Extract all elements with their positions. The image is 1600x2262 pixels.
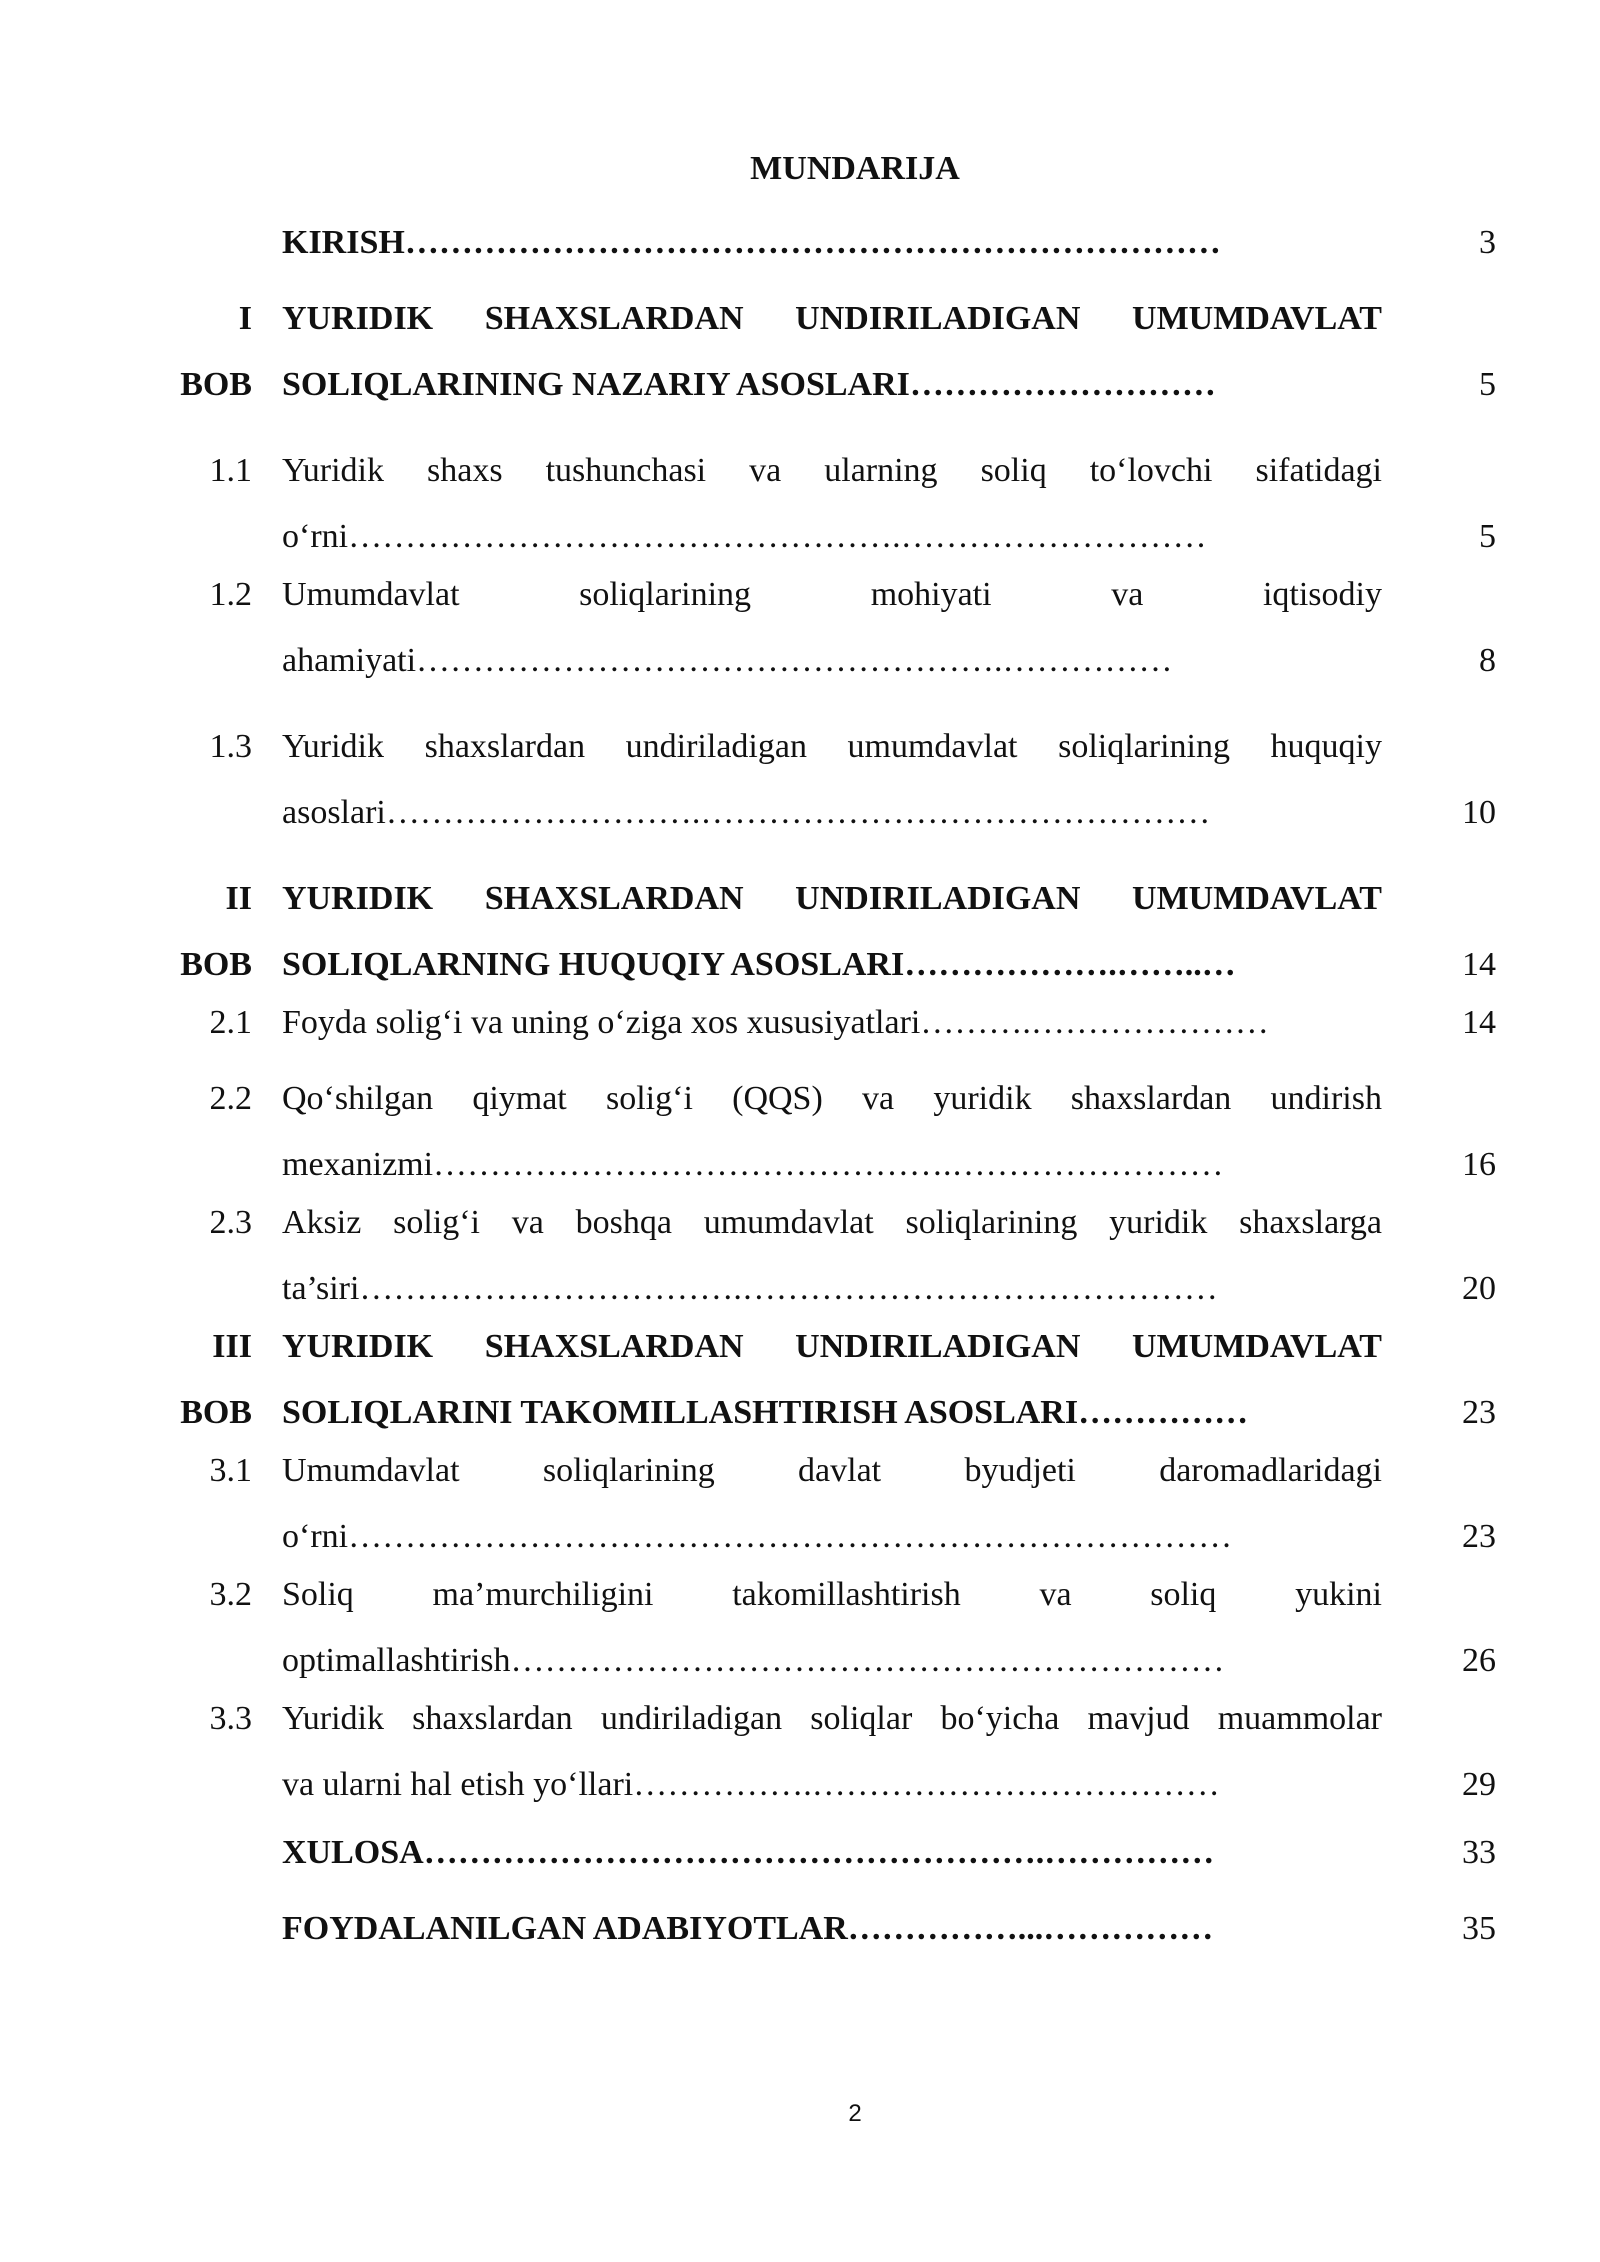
toc-entry-label: 1.3 <box>209 728 252 765</box>
toc-entry-title <box>282 714 1382 846</box>
toc-entry-title <box>282 562 1382 694</box>
toc-entry-line: KIRISH……………………………………………………………… <box>282 224 1221 261</box>
toc-entry-line: SOLIQLARNING HUQUQIY ASOSLARI……………….……..… <box>282 946 1236 983</box>
toc-entry-label: 2.1 <box>209 1004 252 1041</box>
toc-entry-line: FOYDALANILGAN ADABIYOTLAR……………...…………… <box>282 1910 1214 1947</box>
toc-entry-line: va ularni hal etish yo‘llari…………….……………………………… <box>282 1766 1220 1803</box>
toc-entry-title <box>282 1686 1382 1818</box>
toc-entry-line: Aksiz solig‘i va boshqa umumdavlat soliqlarining yuridik shaxslarga <box>282 1204 1382 1241</box>
toc-entry-page: 8 <box>1479 642 1496 679</box>
toc-entry-page: 5 <box>1479 518 1496 555</box>
toc-entry-line: Yuridik shaxs tushunchasi va ularning soliq to‘lovchi sifatidagi <box>282 452 1382 489</box>
toc-entry-line: Yuridik shaxslardan undiriladigan umumdavlat soliqlarining huquqiy <box>282 728 1382 765</box>
toc-entry-line: optimallashtirish……………………………………………………… <box>282 1642 1225 1679</box>
toc-entry-line: YURIDIK SHAXSLARDAN UNDIRILADIGAN UMUMDAVLAT <box>282 880 1382 917</box>
toc-entry-page: 26 <box>1462 1642 1496 1679</box>
toc-entry-line: asoslari……………………….……………………………………… <box>282 794 1211 831</box>
toc-entry-line: YURIDIK SHAXSLARDAN UNDIRILADIGAN UMUMDAVLAT <box>282 1328 1382 1365</box>
toc-entry-line: Yuridik shaxslardan undiriladigan soliqlar bo‘yicha mavjud muammolar <box>282 1700 1382 1737</box>
toc-entry-label: 2.2 <box>209 1080 252 1117</box>
toc-entry-line: o‘rni…………………………………………………………………… <box>282 1518 1233 1555</box>
toc-entry-page: 35 <box>1462 1910 1496 1947</box>
toc-entry-page: 14 <box>1462 1004 1496 1041</box>
toc-entry-line: ta’siri…………………………….…………………………………… <box>282 1270 1218 1307</box>
toc-entry-title <box>282 286 1382 418</box>
toc-entry-line: Umumdavlat soliqlarining mohiyati va iqtisodiy <box>282 576 1382 613</box>
toc-entry-page: 33 <box>1462 1834 1496 1871</box>
toc-entry-label: BOB <box>180 1394 252 1431</box>
toc-entry-title <box>282 438 1382 570</box>
toc-entry-label: BOB <box>180 366 252 403</box>
toc-entry-line: Soliq ma’murchiligini takomillashtirish va soliq yukini <box>282 1576 1382 1613</box>
toc-entry-line: YURIDIK SHAXSLARDAN UNDIRILADIGAN UMUMDAVLAT <box>282 300 1382 337</box>
toc-entry-title <box>282 1314 1382 1446</box>
toc-entry-label: 1.1 <box>209 452 252 489</box>
toc-entry-page: 20 <box>1462 1270 1496 1307</box>
toc-entry-line: Foyda solig‘i va uning o‘ziga xos xususiyatlari……….………………… <box>282 1004 1269 1041</box>
toc-entry-title <box>282 1190 1382 1322</box>
page-title: MUNDARIJA <box>750 150 960 187</box>
toc-entry-line: SOLIQLARINING NAZARIY ASOSLARI……………………… <box>282 366 1216 403</box>
toc-entry-label: 2.3 <box>209 1204 252 1241</box>
toc-entry-line: Umumdavlat soliqlarining davlat byudjeti daromadlaridagi <box>282 1452 1382 1489</box>
toc-entry-line: o‘rni………………………………………….……………………… <box>282 518 1207 555</box>
toc-entry-page: 29 <box>1462 1766 1496 1803</box>
toc-entry-label: I <box>238 300 252 337</box>
toc-entry-label: II <box>225 880 252 917</box>
toc-entry-label: 3.3 <box>209 1700 252 1737</box>
toc-entry-title <box>282 210 1382 276</box>
toc-entry-label: 1.2 <box>209 576 252 613</box>
toc-entry-title <box>282 1438 1382 1570</box>
toc-entry-page: 23 <box>1462 1518 1496 1555</box>
toc-entry-title <box>282 1896 1382 1962</box>
toc-entry-line: XULOSA……………………………………………….…………… <box>282 1834 1215 1871</box>
toc-entry-page: 14 <box>1462 946 1496 983</box>
toc-entry-label: BOB <box>180 946 252 983</box>
toc-entry-label: 3.2 <box>209 1576 252 1613</box>
page-number: 2 <box>848 2100 862 2127</box>
toc-entry-title <box>282 1562 1382 1694</box>
toc-entry-line: ahamiyati…………………………………………….…………… <box>282 642 1173 679</box>
toc-entry-page: 23 <box>1462 1394 1496 1431</box>
toc-entry-page: 5 <box>1479 366 1496 403</box>
toc-entry-line: Qo‘shilgan qiymat solig‘i (QQS) va yuridik shaxslardan undirish <box>282 1080 1382 1117</box>
toc-entry-page: 3 <box>1479 224 1496 261</box>
toc-entry-label: 3.1 <box>209 1452 252 1489</box>
toc-entry-label: III <box>212 1328 252 1365</box>
toc-entry-title <box>282 990 1382 1056</box>
toc-entry-title <box>282 866 1382 998</box>
toc-entry-title <box>282 1066 1382 1198</box>
toc-entry-page: 16 <box>1462 1146 1496 1183</box>
toc-entry-title <box>282 1820 1382 1886</box>
toc-entry-line: SOLIQLARINI TAKOMILLASHTIRISH ASOSLARI…………… <box>282 1394 1249 1431</box>
toc-entry-line: mexanizmi……………………………………….…………………… <box>282 1146 1224 1183</box>
toc-entry-page: 10 <box>1462 794 1496 831</box>
